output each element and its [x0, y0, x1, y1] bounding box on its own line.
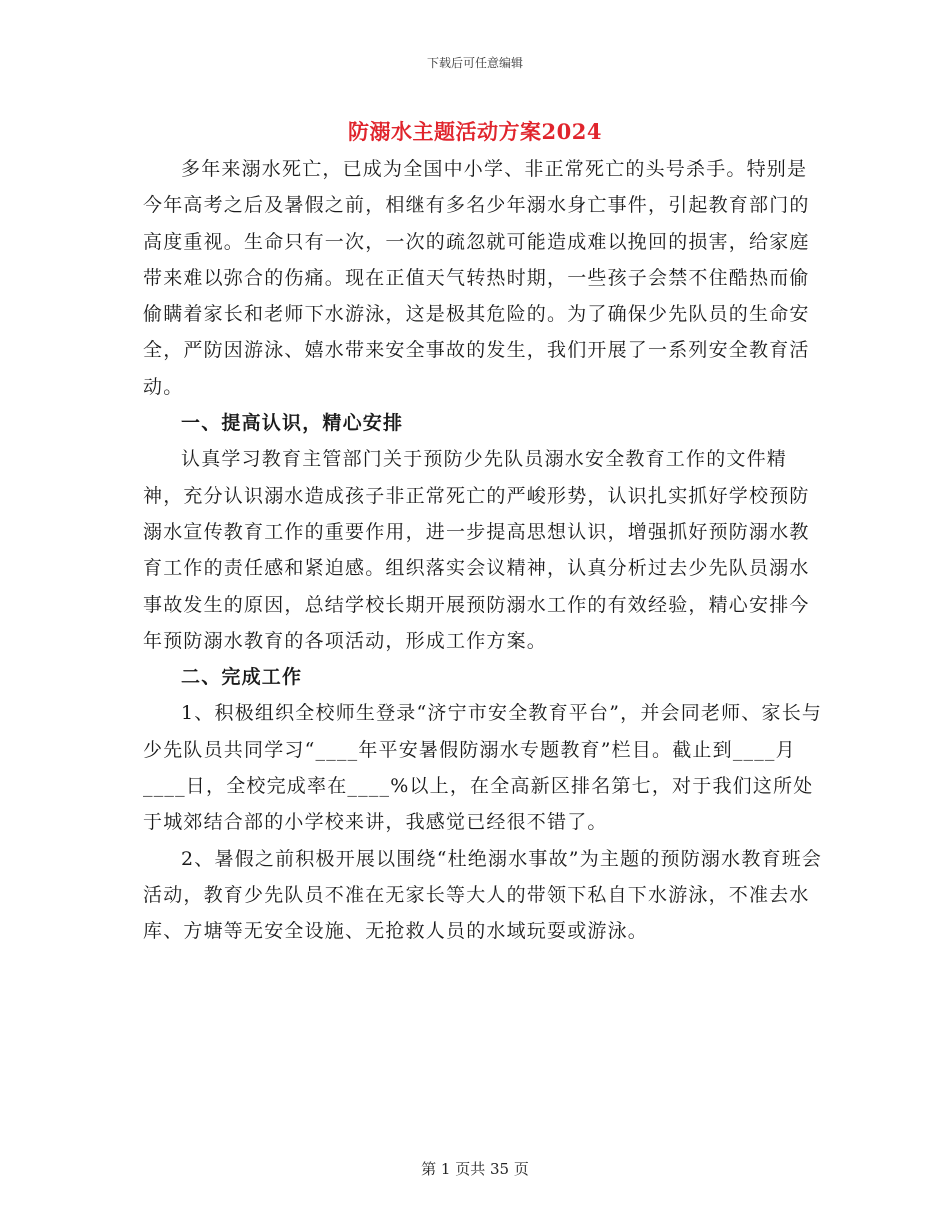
document-body — [143, 151, 823, 950]
section-1-paragraph: 认真学习教育主管部门关于预防少先队员溺水安全教育工作的文件精神，充分认识溺水造成孩子非正常死亡的严峻形势，认识扎实抓好学校预防溺水宣传教育工作的重要作用，进一步提高思想认识，增强抓好预防溺水教育工作的责任感和紧迫感。组织落实会议精神，认真分析过去少先队员溺水事故发生的原因，总结学校长期开展预防溺水工作的有效经验，精心安排今年预防溺水教育的各项活动，形成工作方案。 — [143, 448, 810, 652]
section-heading-2: 二、完成工作 — [181, 666, 303, 689]
item-1-paragraph: 1、积极组织全校师生登录“济宁市安全教育平台”，并会同老师、家长与少先队员共同学习“____年平安暑假防溺水专题教育”栏目。截止到____月____日，全校完成率在____%以上，在全高新区排名第七，对于我们这所处于城郊结合部的小学校来讲，我感觉已经很不错了。 — [143, 702, 823, 834]
page-footer: 第 1 页共 35 页 — [421, 1160, 529, 1178]
document-title: 防溺水主题活动方案2024 — [348, 119, 602, 144]
header-note: 下载后可任意编辑 — [426, 56, 523, 70]
section-heading-1: 一、提高认识，精心安排 — [181, 412, 404, 435]
item-2-paragraph: 2、暑假之前积极开展以围绕“杜绝溺水事故”为主题的预防溺水教育班会活动，教育少先队员不准在无家长等大人的带领下私自下水游泳，不准去水库、方塘等无安全设施、无抢救人员的水域玩耍或游泳。 — [143, 847, 823, 943]
intro-paragraph: 多年来溺水死亡，已成为全国中小学、非正常死亡的头号杀手。特别是今年高考之后及暑假之前，相继有多名少年溺水身亡事件，引起教育部门的高度重视。生命只有一次，一次的疏忽就可能造成难以挽回的损害，给家庭带来难以弥合的伤痛。现在正值天气转热时期，一些孩子会禁不住酷热而偷偷瞒着家长和老师下水游泳，这是极其危险的。为了确保少先队员的生命安全，严防因游泳、嬉水带来安全事故的发生，我们开展了一系列安全教育活动。 — [143, 158, 810, 398]
